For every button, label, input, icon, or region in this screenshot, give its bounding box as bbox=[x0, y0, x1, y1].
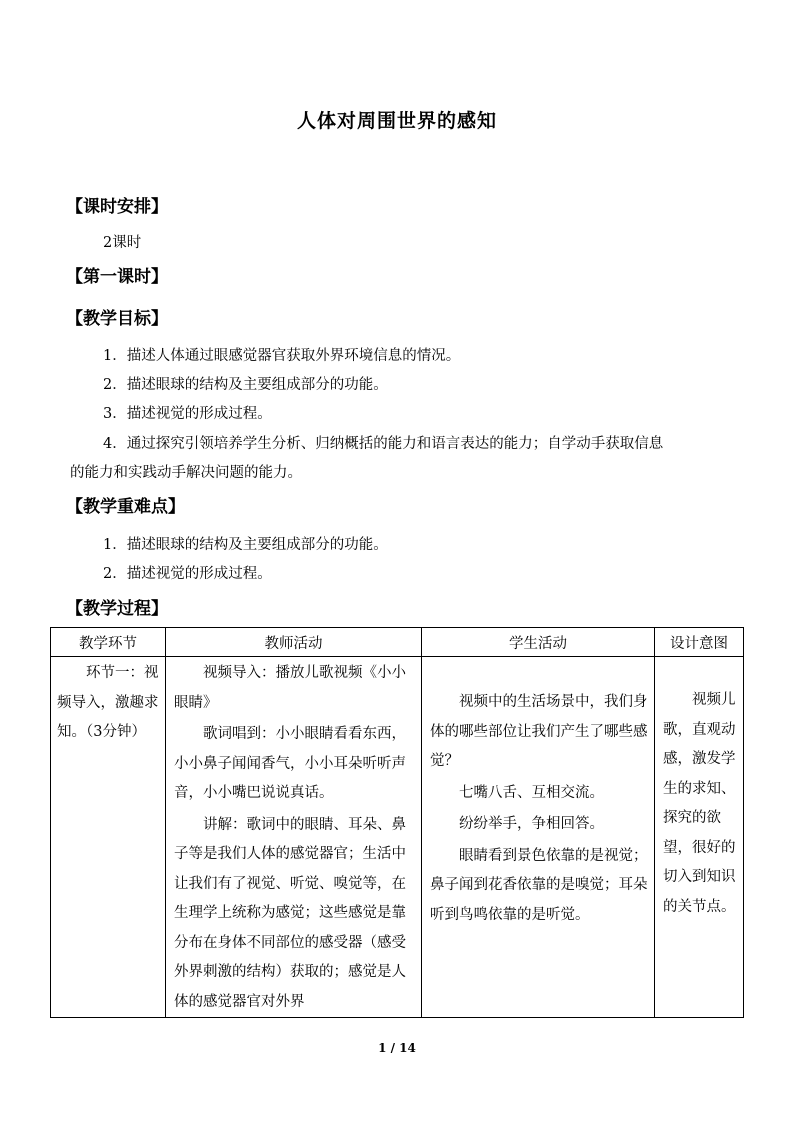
student-para: 七嘴八舌、互相交流。 bbox=[459, 784, 604, 801]
process-heading: 【教学过程】 bbox=[66, 599, 168, 619]
objectives-heading: 【教学目标】 bbox=[66, 309, 168, 329]
header-intent: 设计意图 bbox=[655, 628, 744, 657]
student-cell bbox=[422, 657, 655, 1018]
table-row bbox=[51, 657, 744, 1018]
schedule-heading: 【课时安排】 bbox=[66, 197, 168, 217]
first-lesson-heading: 【第一课时】 bbox=[66, 267, 168, 287]
objective-item: 2．描述眼球的结构及主要组成部分的功能。 bbox=[103, 377, 388, 393]
objective-item: 1．描述人体通过眼感觉器官获取外界环境信息的情况。 bbox=[103, 348, 461, 364]
document-title: 人体对周围世界的感知 bbox=[296, 110, 497, 132]
header-teacher: 教师活动 bbox=[166, 628, 422, 657]
keypoint-item: 2．描述视觉的形成过程。 bbox=[103, 566, 272, 582]
intent-text: 视频儿歌，直观动感，激发学生的求知、探究的欲望，很好的切入到知识的关节点。 bbox=[663, 692, 736, 915]
keypoint-item: 1．描述眼球的结构及主要组成部分的功能。 bbox=[103, 537, 388, 553]
student-para: 眼睛看到景色依靠的是视觉；鼻子闻到花香依靠的是嗅觉；耳朵听到鸟鸣依靠的是听觉。 bbox=[430, 847, 648, 923]
header-stage: 教学环节 bbox=[51, 628, 166, 657]
teacher-para: 歌词唱到：小小眼睛看看东西，小小鼻子闻闻香气，小小耳朵听听声音，小小嘴巴说说真话。 bbox=[174, 726, 406, 801]
stage-cell bbox=[51, 657, 166, 1018]
teaching-process-table bbox=[50, 627, 744, 1018]
header-student: 学生活动 bbox=[422, 628, 655, 657]
objective-item: 4．通过探究引领培养学生分析、归纳概括的能力和语言表达的能力；自学动手获取信息 bbox=[103, 436, 664, 452]
teacher-para: 讲解：歌词中的眼睛、耳朵、鼻子等是我们人体的感觉器官；生活中让我们有了视觉、听觉、嗅觉等，在生理学上统称为感觉；这些感觉是靠分布在身体不同部位的感受器（感受外界刺激的结构）获取的；感觉是人体的感觉器官对外界 bbox=[174, 816, 406, 1010]
student-para: 视频中的生活场景中，我们身体的哪些部位让我们产生了哪些感觉？ bbox=[430, 694, 648, 769]
intent-cell bbox=[655, 657, 744, 1018]
keypoints-heading: 【教学重难点】 bbox=[66, 497, 185, 517]
page-number: 1 / 14 bbox=[378, 1041, 416, 1055]
student-para: 纷纷举手，争相回答。 bbox=[459, 816, 604, 832]
objective-item: 3．描述视觉的形成过程。 bbox=[103, 406, 272, 422]
table-header-row bbox=[51, 628, 744, 657]
schedule-text: 2课时 bbox=[103, 235, 142, 251]
objective-item-continued: 的能力和实践动手解决问题的能力。 bbox=[70, 465, 302, 481]
teacher-cell bbox=[166, 657, 422, 1018]
stage-text: 环节一：视频导入，激趣求知。（3分钟） bbox=[57, 665, 159, 740]
teacher-para: 视频导入：播放儿歌视频《小小眼睛》 bbox=[174, 665, 406, 711]
